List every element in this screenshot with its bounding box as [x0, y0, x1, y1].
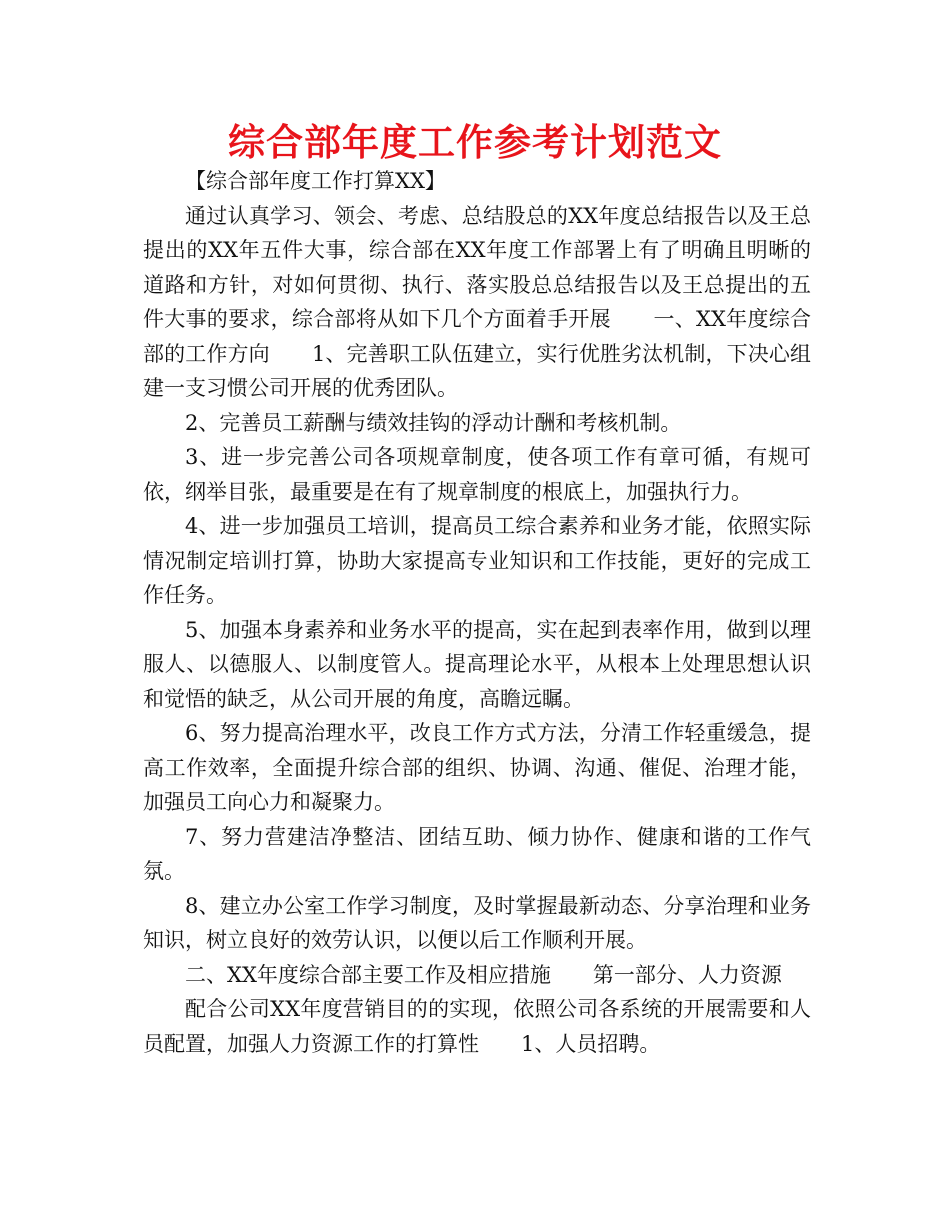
paragraph: 7、努力营建洁净整洁、团结互助、倾力协作、健康和谐的工作气氛。 [143, 824, 811, 883]
paragraph: 5、加强本身素养和业务水平的提高，实在起到表率作用，做到以理服人、以德服人、以制度管人。提高理论水平，从根本上处理思想认识和觉悟的缺乏，从公司开展的角度，高瞻远瞩。 [143, 617, 811, 711]
document-title: 综合部年度工作参考计划范文 [228, 121, 722, 164]
paragraph: 2、完善员工薪酬与绩效挂钩的浮动计酬和考核机制。 [185, 410, 682, 435]
document-subheading: 【综合部年度工作打算XX】 [185, 169, 446, 193]
paragraph: 二、XX年度综合部主要工作及相应措施 第一部分、人力资源 [185, 962, 782, 987]
paragraph: 配合公司XX年度营销目的的实现，依照公司各系统的开展需要和人员配置，加强人力资源工作的打算性 1、人员招聘。 [143, 997, 811, 1056]
paragraph: 通过认真学习、领会、考虑、总结股总的XX年度总结报告以及王总提出的XX年五件大事，综合部在XX年度工作部署上有了明确且明晰的道路和方针，对如何贯彻、执行、落实股总总结报告以及王总提出的五件大事的要求，综合部将从如下几个方面着手开展 一、XX年度综合部的工作方向 1、完善职工队伍建立，实行优胜劣汰机制，下决心组建一支习惯公司开展的优秀团队。 [143, 203, 811, 400]
paragraph: 8、建立办公室工作学习制度，及时掌握最新动态、分享治理和业务知识，树立良好的效劳认识，以便以后工作顺利开展。 [143, 893, 811, 952]
paragraph: 3、进一步完善公司各项规章制度，使各项工作有章可循，有规可依，纲举目张，最重要是在有了规章制度的根底上，加强执行力。 [143, 445, 811, 504]
document-body [143, 164, 811, 1061]
paragraph: 4、进一步加强员工培训，提高员工综合素养和业务才能，依照实际情况制定培训打算，协助大家提高专业知识和工作技能，更好的完成工作任务。 [143, 514, 811, 607]
paragraph: 6、努力提高治理水平，改良工作方式方法，分清工作轻重缓急，提高工作效率，全面提升综合部的组织、协调、沟通、催促、治理才能，加强员工向心力和凝聚力。 [143, 721, 811, 814]
